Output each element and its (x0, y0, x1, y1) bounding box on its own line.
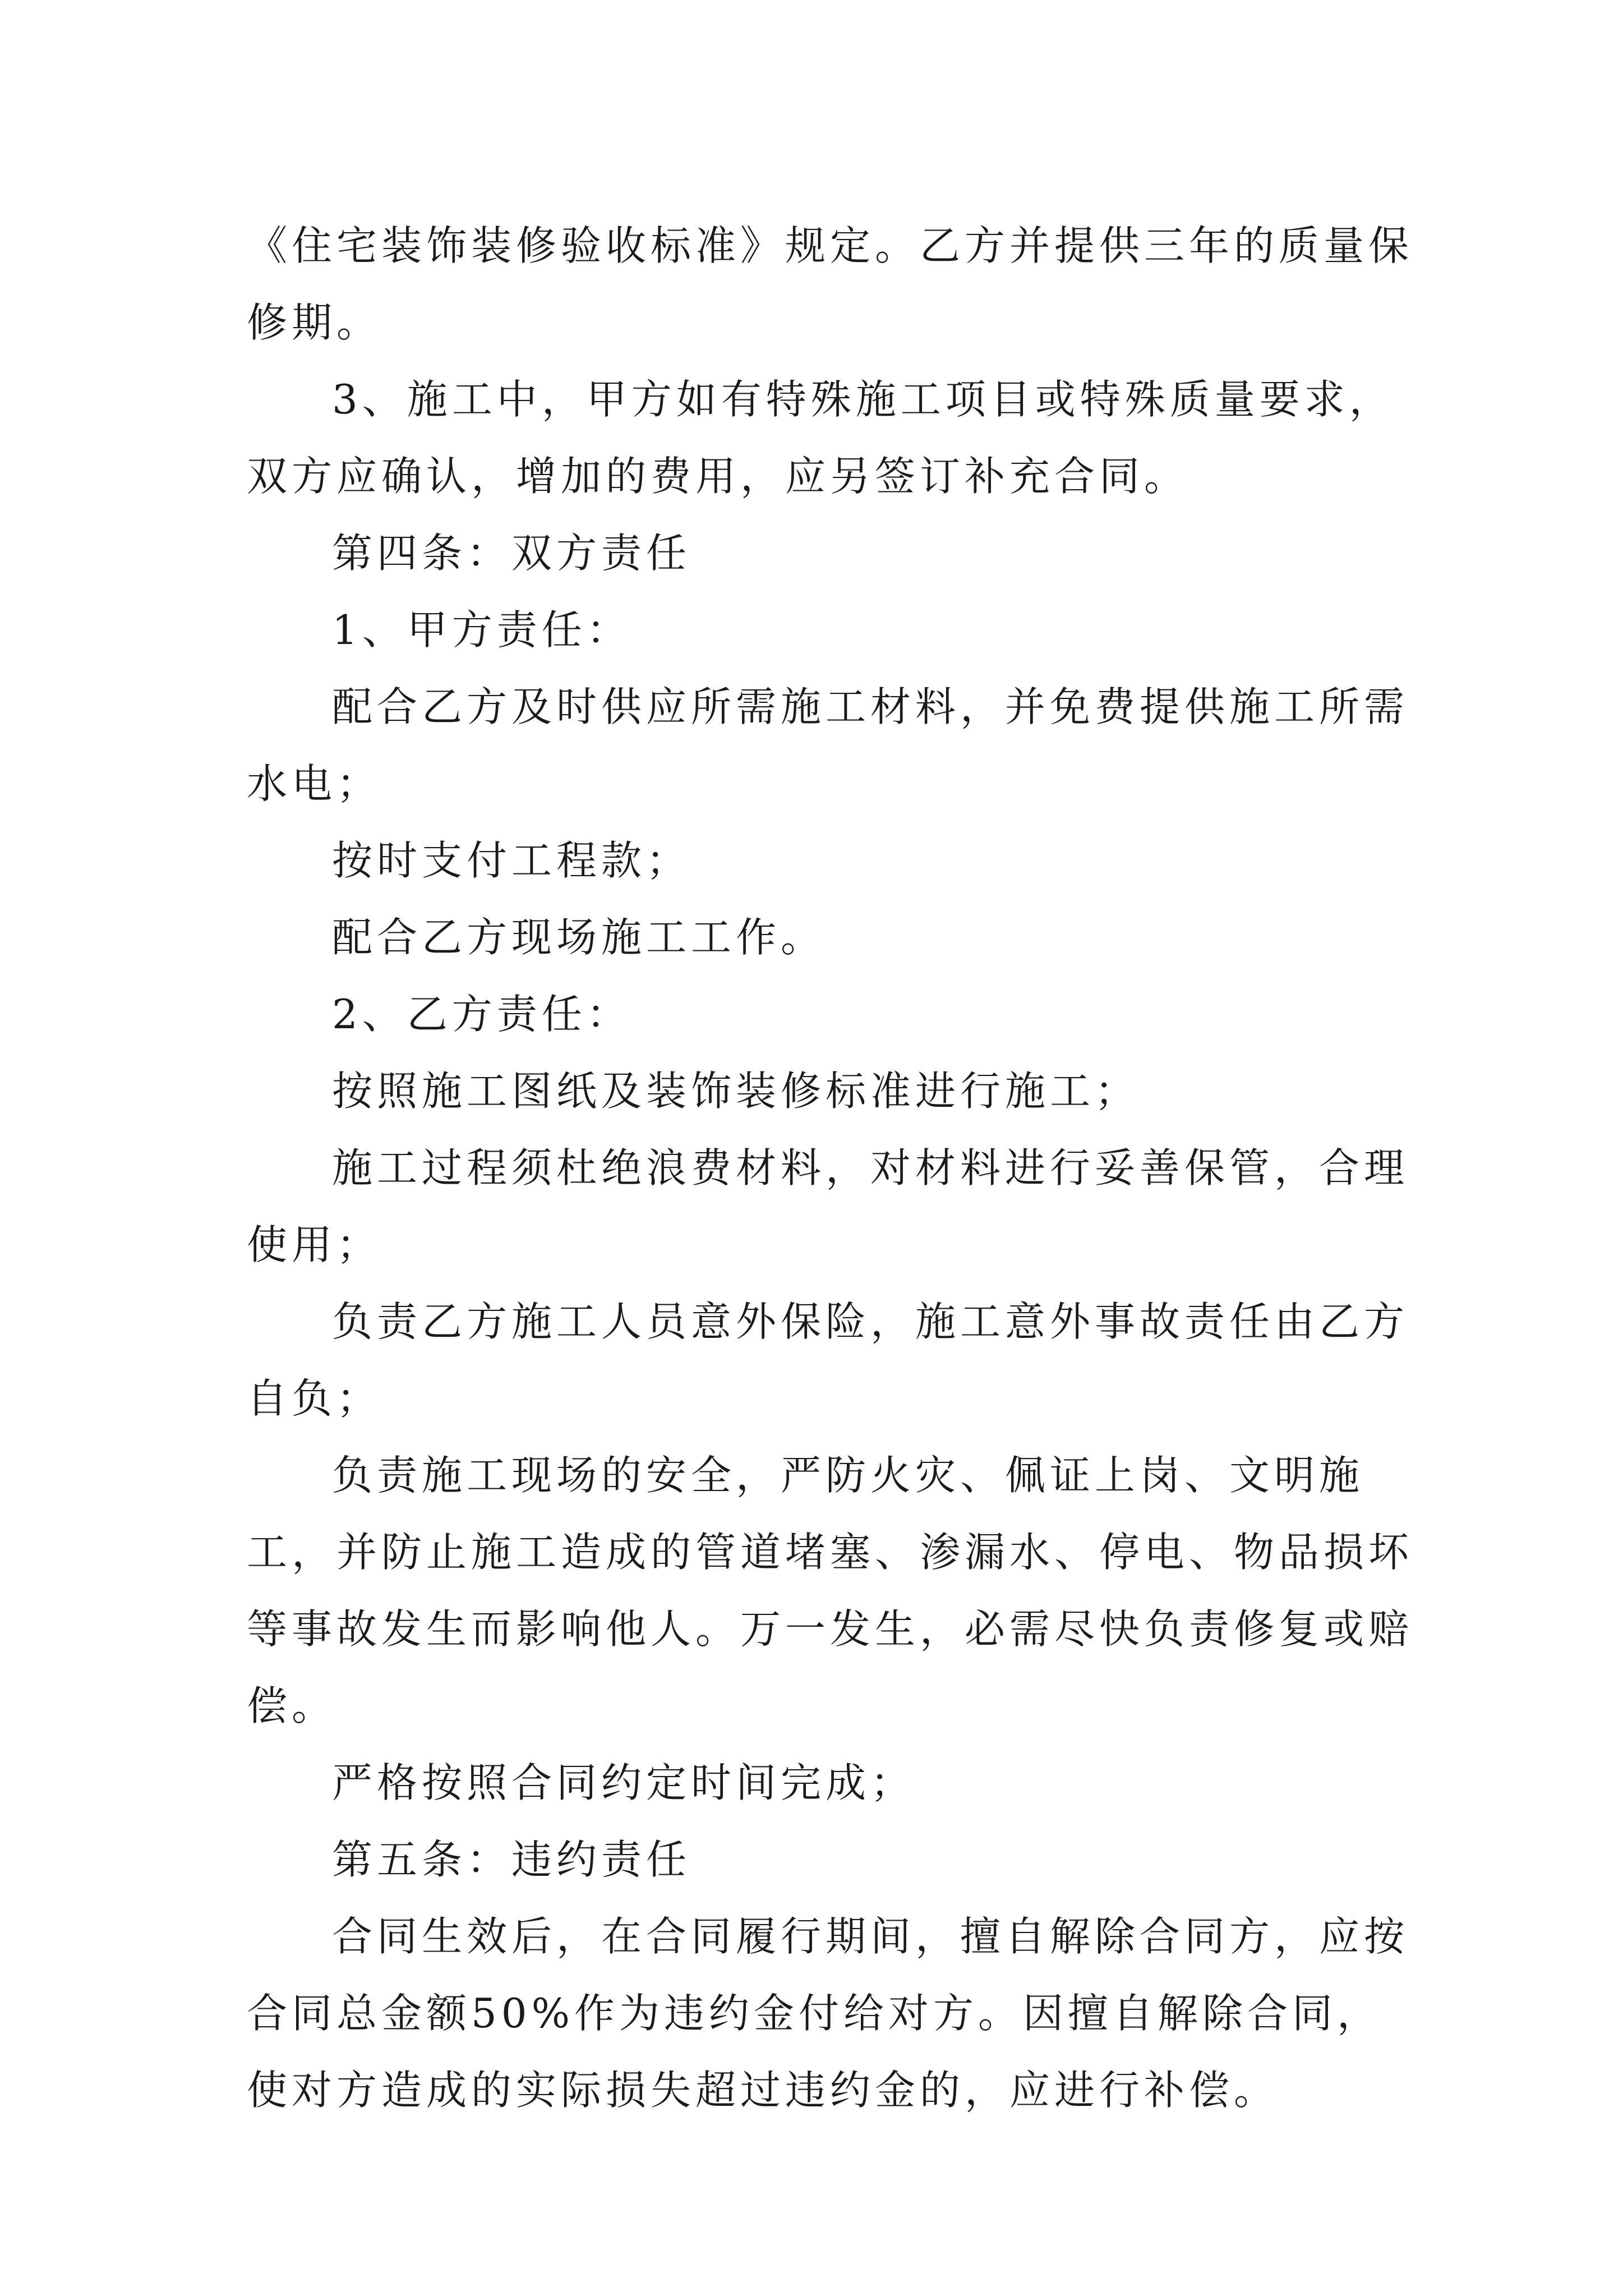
paragraph-special-requirements: 3、施工中，甲方如有特殊施工项目或特殊质量要求，双方应确认，增加的费用，应另签订补充合同。 (247, 376, 1394, 500)
subheading-party-b: 2、乙方责任： (332, 991, 631, 1038)
paragraph-quality-warranty: 《住宅装饰装修验收标准》规定。乙方并提供三年的质量保修期。 (247, 222, 1414, 346)
paragraph-party-b-drawings: 按照施工图纸及装饰装修标准进行施工； (332, 1068, 1140, 1115)
document-body (247, 208, 1413, 2129)
paragraph-party-a-materials: 配合乙方及时供应所需施工材料，并免费提供施工所需水电； (247, 683, 1409, 807)
section-heading-article-4: 第四条：双方责任 (332, 530, 691, 577)
paragraph-party-b-safety: 负责施工现场的安全，严防火灾、佩证上岗、文明施工，并防止施工造成的管道堵塞、渗漏水、停电、物品损坏等事故发生而影响他人。万一发生，必需尽快负责修复或赔偿。 (247, 1452, 1414, 1729)
paragraph-party-a-cooperate: 配合乙方现场施工工作。 (332, 914, 826, 961)
paragraph-party-b-insurance: 负责乙方施工人员意外保险，施工意外事故责任由乙方自负； (247, 1298, 1409, 1422)
subheading-party-a: 1、甲方责任： (332, 606, 631, 654)
paragraph-party-b-schedule: 严格按照合同约定时间完成； (332, 1759, 916, 1806)
paragraph-breach-liability: 合同生效后，在合同履行期间，擅自解除合同方，应按合同总金额50%作为违约金付给对方。因擅自解除合同，使对方造成的实际损失超过违约金的，应进行补偿。 (247, 1913, 1409, 2114)
paragraph-party-a-payment: 按时支付工程款； (332, 837, 691, 884)
section-heading-article-5: 第五条：违约责任 (332, 1836, 691, 1883)
paragraph-party-b-materials: 施工过程须杜绝浪费材料，对材料进行妥善保管，合理使用； (247, 1144, 1409, 1268)
